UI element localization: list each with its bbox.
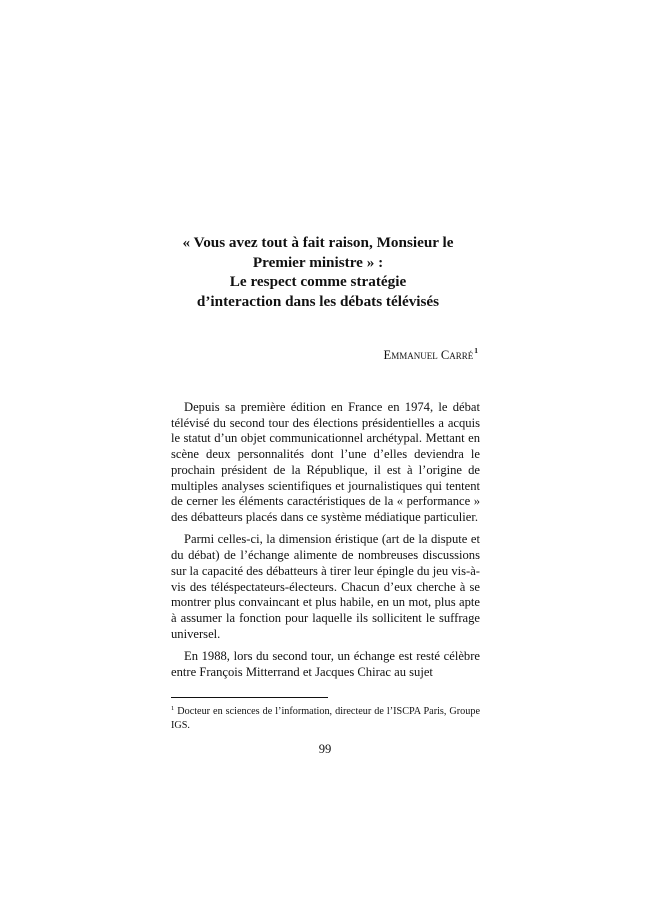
footnote <box>171 702 480 733</box>
body-paragraph: Parmi celles-ci, la dimension éristique (art de la dispute et du débat) de l’échange alimente de nombreuses discussions sur la capacité des débatteurs à tirer leur épingle du jeu vis-à-vis des téléspectateurs-électeurs. Chacun d’eux cherche à se montrer plus convaincant et plus habile, en un mot, plus apte à assumer la fonction pour laquelle ils sollicitent le suffrage universel. <box>171 532 480 641</box>
body-text <box>171 400 480 687</box>
body-paragraph: Depuis sa première édition en France en 1974, le débat télévisé du second tour des élections présidentielles a acquis le statut d’un objet communicationnel archétypal. Mettant en scène deux personnalités dont l’une d’elles deviendra le prochain président de la République, il est à l’origine de multiples analyses scientifiques et journalistiques qui tentent de cerner les éléments caractéristiques de la « performance » des débatteurs placés dans ce système médiatique particulier. <box>171 400 480 524</box>
body-paragraph: En 1988, lors du second tour, un échange est resté célèbre entre François Mitterrand et Jacques Chirac au sujet <box>171 649 480 679</box>
title-line: « Vous avez tout à fait raison, Monsieur le <box>182 234 454 251</box>
article-title <box>150 233 486 311</box>
title-line: Le respect comme stratégie <box>229 273 407 290</box>
footnote-divider <box>171 697 328 698</box>
footnote-marker: 1 <box>171 705 175 712</box>
author-footnote-marker: 1 <box>474 346 478 355</box>
page-number: 99 <box>318 742 332 756</box>
title-line: Premier ministre » : <box>252 253 384 271</box>
author-byline <box>384 346 479 363</box>
author-name: Emmanuel Carré <box>383 348 474 362</box>
footnote-text: Docteur en sciences de l’information, directeur de l’ISCPA Paris, Groupe IGS. <box>171 706 480 731</box>
title-line: d’interaction dans les débats télévisés <box>196 292 440 310</box>
